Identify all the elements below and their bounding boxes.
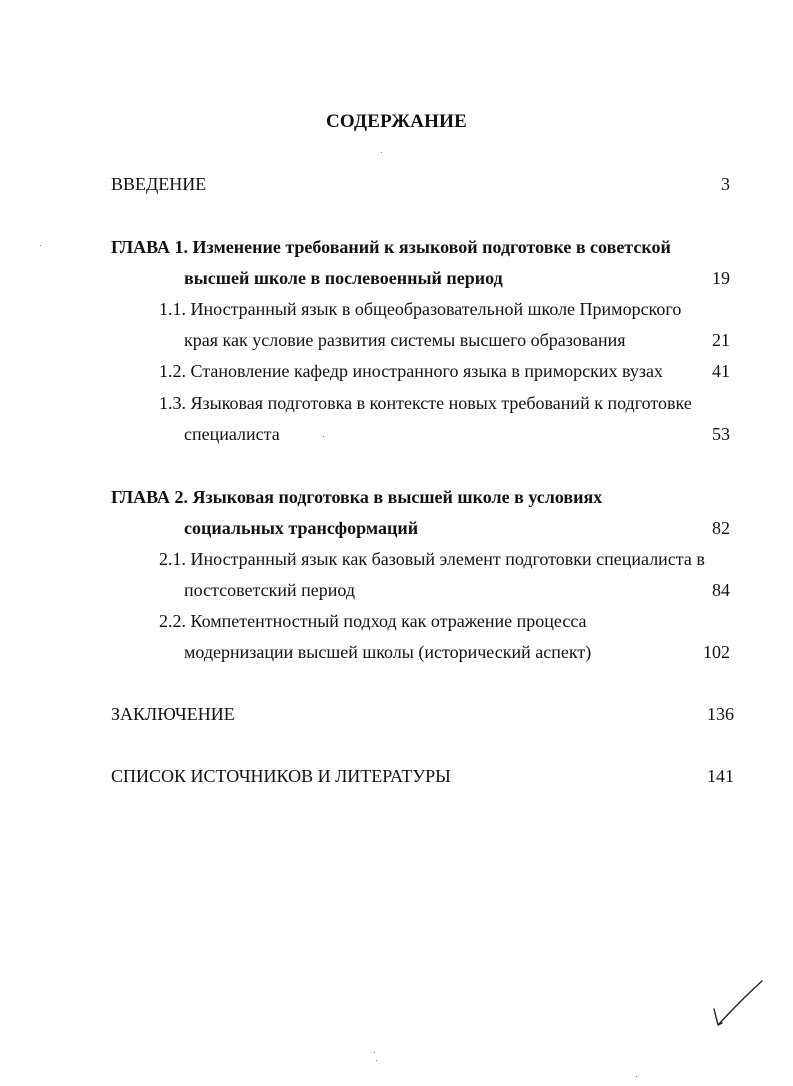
toc-section-2-1-line1: 2.1. Иностранный язык как базовый элемент подготовки специалиста в xyxy=(159,549,705,569)
handwritten-checkmark-icon xyxy=(700,975,770,1035)
toc-section-2-2-page: 102 xyxy=(703,642,730,662)
toc-section-1-3-line1: 1.3. Языковая подготовка в контексте новых требований к подготовке xyxy=(159,393,692,413)
toc-chapter2-line1: ГЛАВА 2. Языковая подготовка в высшей школе в условиях xyxy=(111,487,603,507)
toc-section-1-1-line2: края как условие развития системы высшего образования xyxy=(184,330,626,350)
toc-section-1-3-page: 53 xyxy=(712,424,730,444)
scan-speck xyxy=(376,1060,377,1061)
scan-speck xyxy=(40,245,41,246)
toc-intro-label: ВВЕДЕНИЕ xyxy=(111,174,207,194)
toc-section-1-1-page: 21 xyxy=(712,330,730,350)
scan-speck xyxy=(381,152,382,153)
toc-chapter1-line1: ГЛАВА 1. Изменение требований к языковой подготовке в советской xyxy=(111,237,671,257)
toc-references-label: СПИСОК ИСТОЧНИКОВ И ЛИТЕРАТУРЫ xyxy=(111,766,451,786)
scan-speck xyxy=(636,1076,637,1077)
toc-section-1-1-line1: 1.1. Иностранный язык в общеобразовательной школе Приморского xyxy=(159,299,682,319)
toc-section-1-2-line1: 1.2. Становление кафедр иностранного языка в приморских вузах xyxy=(159,361,663,381)
toc-section-1-2-page: 41 xyxy=(712,361,730,381)
toc-section-2-1-page: 84 xyxy=(712,580,730,600)
toc-chapter2-line2: социальных трансформаций xyxy=(184,518,419,538)
toc-intro-page: 3 xyxy=(721,174,730,194)
toc-chapter1-line2: высшей школе в послевоенный период xyxy=(184,268,503,288)
toc-conclusion-page: 136 xyxy=(707,704,734,724)
scan-speck xyxy=(374,1052,375,1053)
toc-conclusion-label: ЗАКЛЮЧЕНИЕ xyxy=(111,704,235,724)
toc-section-2-2-line1: 2.2. Компетентностный подход как отражение процесса xyxy=(159,611,587,631)
toc-chapter2-page: 82 xyxy=(712,518,730,538)
toc-chapter1-page: 19 xyxy=(712,268,730,288)
toc-section-1-3-line2: специалиста xyxy=(184,424,280,444)
toc-section-2-2-line2: модернизации высшей школы (исторический аспект) xyxy=(184,642,592,662)
toc-references-page: 141 xyxy=(707,766,734,786)
toc-title: СОДЕРЖАНИЕ xyxy=(326,111,467,132)
toc-section-2-1-line2: постсоветский период xyxy=(184,580,356,600)
scan-speck xyxy=(323,436,324,437)
